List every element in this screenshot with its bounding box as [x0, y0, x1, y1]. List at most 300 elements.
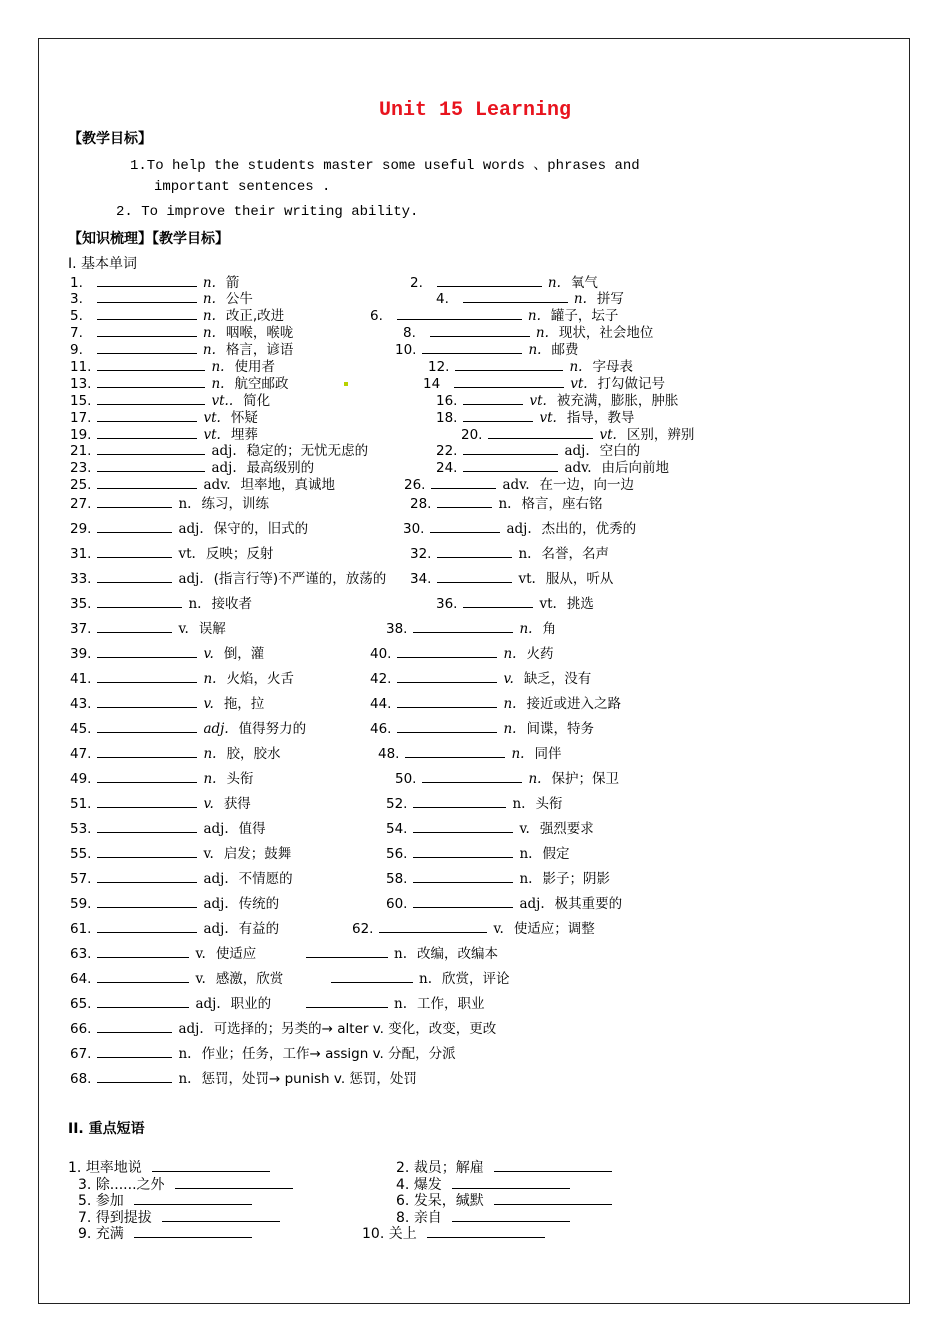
part-of-speech: n.	[178, 1046, 192, 1062]
item-number: 64.	[70, 971, 92, 987]
part-of-speech: adj.	[211, 443, 237, 459]
meaning: 服从，听从	[545, 571, 614, 587]
item-number: 56.	[386, 846, 408, 862]
word-item	[70, 746, 280, 762]
part-of-speech: adv.	[203, 477, 231, 493]
item-number: 8.	[403, 325, 416, 341]
item-number: 12.	[428, 359, 450, 375]
meaning: 惩罚，处罚→ punish v. 惩罚，处罚	[201, 1071, 417, 1087]
answer-blank[interactable]	[463, 443, 558, 455]
part-of-speech: n.	[569, 359, 583, 375]
part-of-speech: adj.	[203, 896, 229, 912]
answer-blank[interactable]	[494, 1193, 612, 1205]
meaning: 胶，胶水	[226, 746, 281, 762]
part-of-speech: n.	[178, 496, 192, 512]
part-of-speech: n.	[178, 1071, 192, 1087]
answer-blank[interactable]	[413, 896, 513, 908]
answer-blank[interactable]	[488, 427, 593, 439]
answer-blank[interactable]	[331, 971, 413, 983]
meaning: 罐子，坛子	[550, 308, 619, 324]
meaning: 邮费	[551, 342, 579, 358]
answer-blank[interactable]	[97, 846, 197, 858]
word-item	[70, 376, 288, 392]
section-key-phrases: II. 重点短语	[68, 1121, 145, 1137]
phrase-meaning: 坦率地说	[85, 1160, 142, 1176]
meaning: 火焰，火舌	[226, 671, 294, 687]
word-item	[70, 946, 256, 962]
part-of-speech: v.	[203, 796, 214, 812]
part-of-speech: n.	[203, 746, 217, 762]
answer-blank[interactable]	[97, 393, 205, 405]
answer-blank[interactable]	[306, 996, 388, 1008]
meaning: 启发；鼓舞	[223, 846, 292, 862]
answer-blank[interactable]	[97, 477, 197, 489]
meaning: 格言，谚语	[225, 342, 294, 358]
answer-blank[interactable]	[97, 746, 197, 758]
answer-blank[interactable]	[463, 291, 568, 303]
part-of-speech: adv.	[502, 477, 530, 493]
part-of-speech: n.	[511, 746, 525, 762]
item-number: 23.	[70, 460, 92, 476]
word-item	[70, 308, 284, 324]
part-of-speech: n.	[512, 796, 526, 812]
answer-blank[interactable]	[413, 846, 513, 858]
word-item	[328, 971, 510, 987]
part-of-speech: v.	[203, 846, 214, 862]
answer-blank[interactable]	[97, 721, 197, 733]
answer-blank[interactable]	[379, 921, 487, 933]
meaning: 值得努力的	[238, 721, 307, 737]
word-item	[386, 896, 622, 912]
meaning: 改编，改编本	[417, 946, 498, 962]
word-item	[428, 359, 633, 375]
meaning: 强烈要求	[539, 821, 594, 837]
item-number: 47.	[70, 746, 92, 762]
answer-blank[interactable]	[97, 646, 197, 658]
answer-blank[interactable]	[430, 325, 530, 337]
phrase-meaning: 参加	[95, 1193, 124, 1209]
meaning: 稳定的；无忧无虑的	[246, 443, 369, 459]
answer-blank[interactable]	[97, 1046, 172, 1058]
meaning: 工作，职业	[417, 996, 485, 1012]
meaning: 使适应	[215, 946, 257, 962]
part-of-speech: adj.	[178, 1021, 204, 1037]
part-of-speech: adj.	[506, 521, 532, 537]
word-item	[70, 427, 258, 443]
answer-blank[interactable]	[97, 427, 197, 439]
word-item	[70, 796, 251, 812]
meaning: 不情愿的	[238, 871, 293, 887]
meaning: 职业的	[230, 996, 272, 1012]
answer-blank[interactable]	[413, 871, 513, 883]
answer-blank[interactable]	[427, 1226, 545, 1238]
word-item	[423, 376, 665, 392]
meaning: 氧气	[570, 275, 598, 291]
answer-blank[interactable]	[422, 771, 522, 783]
answer-blank[interactable]	[494, 1160, 612, 1172]
answer-blank[interactable]	[437, 275, 542, 287]
answer-blank[interactable]	[97, 871, 197, 883]
part-of-speech: n.	[498, 496, 512, 512]
word-item	[386, 846, 569, 862]
item-number: 11.	[70, 359, 92, 375]
word-item	[70, 921, 279, 937]
word-item	[404, 477, 634, 493]
part-of-speech: n.	[419, 971, 432, 987]
answer-blank[interactable]	[397, 696, 497, 708]
part-of-speech: vt..	[211, 393, 234, 409]
part-of-speech: n.	[202, 342, 216, 358]
word-item	[370, 671, 591, 687]
part-of-speech: n.	[503, 696, 517, 712]
meaning: 感激，欣赏	[215, 971, 284, 987]
item-number: 7.	[78, 1210, 96, 1226]
item-number: 3.	[78, 1177, 96, 1193]
item-number: 20.	[461, 427, 483, 443]
meaning: 名誉，名声	[541, 546, 609, 562]
answer-blank[interactable]	[97, 291, 197, 303]
item-number: 52.	[386, 796, 408, 812]
answer-blank[interactable]	[413, 621, 513, 633]
part-of-speech: adj.	[178, 571, 204, 587]
item-number: 41.	[70, 671, 92, 687]
item-number: 46.	[370, 721, 392, 737]
answer-blank[interactable]	[437, 571, 512, 583]
item-number: 50.	[395, 771, 417, 787]
item-number: 62.	[352, 921, 374, 937]
answer-blank[interactable]	[430, 521, 500, 533]
part-of-speech: n.	[528, 342, 542, 358]
answer-blank[interactable]	[97, 946, 189, 958]
answer-blank[interactable]	[463, 596, 533, 608]
phrase-item	[78, 1223, 258, 1243]
answer-blank[interactable]	[97, 1071, 172, 1083]
meaning: 误解	[198, 621, 226, 637]
phrase-meaning: 充满	[95, 1226, 124, 1242]
meaning: 最高级别的	[246, 460, 315, 476]
answer-blank[interactable]	[97, 376, 205, 388]
section-basic-words: I. 基本单词	[68, 256, 138, 272]
item-number: 67.	[70, 1046, 92, 1062]
meaning: 区别，辨别	[626, 427, 695, 443]
answer-blank[interactable]	[463, 393, 523, 405]
item-number: 26.	[404, 477, 426, 493]
word-item	[70, 721, 306, 737]
item-number: 39.	[70, 646, 92, 662]
meaning: 公牛	[225, 291, 253, 307]
item-number: 5.	[78, 1193, 96, 1209]
item-number: 9.	[78, 1226, 96, 1242]
part-of-speech: n.	[211, 359, 225, 375]
word-item	[370, 696, 621, 712]
word-item	[70, 1071, 417, 1087]
word-item	[70, 325, 293, 341]
meaning: 火药	[526, 646, 554, 662]
part-of-speech: n.	[203, 771, 217, 787]
word-item	[70, 771, 253, 787]
part-of-speech: vt.	[539, 596, 557, 612]
teaching-goals-heading: 【教学目标】	[68, 131, 152, 147]
answer-blank[interactable]	[152, 1160, 270, 1172]
item-number: 35.	[70, 596, 92, 612]
item-number: 9.	[70, 342, 83, 358]
meaning: 倒，灌	[223, 646, 265, 662]
meaning: 可选择的；另类的→ alter v. 变化，改变，更改	[213, 1021, 497, 1037]
meaning: 改正,改进	[225, 308, 285, 324]
answer-blank[interactable]	[405, 746, 505, 758]
word-item	[303, 946, 498, 962]
item-number: 17.	[70, 410, 92, 426]
answer-blank[interactable]	[97, 571, 172, 583]
meaning: 保护；保卫	[551, 771, 619, 787]
meaning: 头衔	[535, 796, 563, 812]
word-item	[303, 996, 485, 1012]
answer-blank[interactable]	[97, 325, 197, 337]
meaning: 杰出的，优秀的	[541, 521, 637, 537]
answer-blank[interactable]	[306, 946, 388, 958]
word-item	[370, 308, 618, 324]
phrase-meaning: 裁员；解雇	[413, 1160, 484, 1176]
item-number: 63.	[70, 946, 92, 962]
word-item	[386, 621, 556, 637]
answer-blank[interactable]	[422, 342, 522, 354]
phrase-meaning: 得到提拔	[95, 1210, 152, 1226]
word-item	[70, 896, 279, 912]
word-item	[70, 546, 273, 562]
meaning: 怀疑	[230, 410, 258, 426]
phrase-item	[362, 1223, 551, 1243]
part-of-speech: adj.	[203, 721, 229, 737]
item-number: 21.	[70, 443, 92, 459]
phrase-meaning: 爆发	[413, 1177, 442, 1193]
word-item	[70, 521, 308, 537]
part-of-speech: vt.	[203, 427, 221, 443]
item-number: 19.	[70, 427, 92, 443]
answer-blank[interactable]	[97, 521, 172, 533]
phrase-meaning: 关上	[388, 1226, 417, 1242]
part-of-speech: v.	[203, 646, 214, 662]
item-number: 6.	[370, 308, 383, 324]
word-item	[410, 275, 598, 291]
part-of-speech: n.	[202, 275, 216, 291]
answer-blank[interactable]	[452, 1210, 570, 1222]
item-number: 54.	[386, 821, 408, 837]
answer-blank[interactable]	[97, 671, 197, 683]
part-of-speech: adj.	[178, 521, 204, 537]
answer-blank[interactable]	[134, 1193, 252, 1205]
answer-blank[interactable]	[397, 721, 497, 733]
part-of-speech: vt.	[203, 410, 221, 426]
meaning: 获得	[223, 796, 251, 812]
item-number: 60.	[386, 896, 408, 912]
item-number: 55.	[70, 846, 92, 862]
answer-blank[interactable]	[97, 971, 189, 983]
answer-blank[interactable]	[134, 1226, 252, 1238]
word-item	[70, 291, 253, 307]
word-item	[70, 1046, 456, 1062]
page-title: Unit 15 Learning	[378, 99, 572, 122]
meaning: 由后向前地	[601, 460, 669, 476]
part-of-speech: adj.	[211, 460, 237, 476]
answer-blank[interactable]	[97, 796, 197, 808]
item-number: 29.	[70, 521, 92, 537]
item-number: 68.	[70, 1071, 92, 1087]
meaning: 间谍，特务	[526, 721, 594, 737]
item-number: 58.	[386, 871, 408, 887]
item-number: 48.	[378, 746, 400, 762]
answer-blank[interactable]	[463, 410, 533, 422]
word-item	[70, 460, 314, 476]
item-number: 42.	[370, 671, 392, 687]
goal-2: 2. To improve their writing ability.	[116, 204, 419, 220]
item-number: 1.	[70, 275, 83, 291]
item-number: 59.	[70, 896, 92, 912]
meaning: 被充满，膨胀，肿胀	[556, 393, 679, 409]
answer-blank[interactable]	[97, 342, 197, 354]
answer-blank[interactable]	[162, 1210, 280, 1222]
item-number: 27.	[70, 496, 92, 512]
goal-1-cont: important sentences .	[154, 179, 331, 195]
item-number: 18.	[436, 410, 458, 426]
phrase-meaning: 发呆，缄默	[413, 1193, 484, 1209]
answer-blank[interactable]	[97, 308, 197, 320]
answer-blank[interactable]	[97, 1021, 172, 1033]
item-number: 10.	[362, 1226, 389, 1242]
item-number: 10.	[395, 342, 417, 358]
item-number: 30.	[403, 521, 425, 537]
meaning: 反映；反射	[205, 546, 274, 562]
answer-blank[interactable]	[97, 443, 205, 455]
item-number: 38.	[386, 621, 408, 637]
answer-blank[interactable]	[437, 546, 512, 558]
meaning: 打勾做记号	[597, 376, 666, 392]
part-of-speech: n.	[518, 546, 532, 562]
word-item	[436, 393, 678, 409]
meaning: 拖，拉	[223, 696, 265, 712]
word-item	[403, 325, 653, 341]
part-of-speech: n.	[519, 871, 533, 887]
answer-blank[interactable]	[437, 496, 492, 508]
answer-blank[interactable]	[397, 671, 497, 683]
answer-blank[interactable]	[97, 771, 197, 783]
item-number: 40.	[370, 646, 392, 662]
word-item	[403, 521, 636, 537]
part-of-speech: v.	[519, 821, 530, 837]
word-item	[370, 721, 594, 737]
item-number: 65.	[70, 996, 92, 1012]
answer-blank[interactable]	[97, 460, 205, 472]
part-of-speech: n.	[394, 946, 407, 962]
part-of-speech: n.	[211, 376, 225, 392]
part-of-speech: adj.	[203, 921, 229, 937]
answer-blank[interactable]	[97, 996, 189, 1008]
word-item	[70, 275, 239, 291]
answer-blank[interactable]	[463, 460, 558, 472]
item-number: 5.	[70, 308, 83, 324]
answer-blank[interactable]	[97, 275, 197, 287]
meaning: 埋葬	[230, 427, 258, 443]
word-item	[378, 746, 561, 762]
meaning: 航空邮政	[234, 376, 289, 392]
part-of-speech: n.	[547, 275, 561, 291]
answer-blank[interactable]	[97, 496, 172, 508]
phrase-meaning: 除......之外	[95, 1177, 165, 1193]
meaning: 简化	[243, 393, 271, 409]
answer-blank[interactable]	[97, 596, 182, 608]
word-item	[436, 596, 594, 612]
answer-blank[interactable]	[97, 359, 205, 371]
part-of-speech: n.	[503, 721, 517, 737]
item-number: 2.	[396, 1160, 414, 1176]
meaning: 字母表	[592, 359, 633, 375]
part-of-speech: adj.	[564, 443, 590, 459]
part-of-speech: adv.	[564, 460, 592, 476]
answer-blank[interactable]	[97, 410, 197, 422]
word-item	[70, 821, 266, 837]
word-item	[70, 1021, 496, 1037]
answer-blank[interactable]	[454, 376, 564, 388]
word-item	[70, 571, 386, 587]
item-number: 44.	[370, 696, 392, 712]
item-number: 31.	[70, 546, 92, 562]
answer-blank[interactable]	[397, 646, 497, 658]
item-number: 61.	[70, 921, 92, 937]
answer-blank[interactable]	[97, 696, 197, 708]
part-of-speech: adj.	[203, 821, 229, 837]
answer-blank[interactable]	[413, 821, 513, 833]
answer-blank[interactable]	[97, 896, 197, 908]
item-number: 53.	[70, 821, 92, 837]
item-number: 49.	[70, 771, 92, 787]
item-number: 37.	[70, 621, 92, 637]
part-of-speech: v.	[203, 696, 214, 712]
meaning: 角	[542, 621, 556, 637]
meaning: 拼写	[596, 291, 624, 307]
item-number: 1.	[68, 1160, 86, 1176]
part-of-speech: adj.	[203, 871, 229, 887]
part-of-speech: n.	[573, 291, 587, 307]
part-of-speech: v.	[493, 921, 504, 937]
meaning: 指导，教导	[566, 410, 635, 426]
answer-blank[interactable]	[455, 359, 563, 371]
word-item	[436, 443, 640, 459]
decorative-dot	[344, 382, 348, 386]
meaning: 接收者	[211, 596, 252, 612]
answer-blank[interactable]	[97, 621, 172, 633]
answer-blank[interactable]	[97, 546, 172, 558]
answer-blank[interactable]	[431, 477, 496, 489]
word-item	[70, 621, 226, 637]
answer-blank[interactable]	[97, 921, 197, 933]
meaning: 极其重要的	[554, 896, 623, 912]
word-item	[370, 646, 553, 662]
answer-blank[interactable]	[452, 1177, 570, 1189]
word-item	[386, 821, 594, 837]
answer-blank[interactable]	[397, 308, 522, 320]
answer-blank[interactable]	[175, 1177, 293, 1189]
meaning: 空白的	[599, 443, 641, 459]
answer-blank[interactable]	[413, 796, 506, 808]
part-of-speech: n.	[202, 325, 216, 341]
word-item	[436, 291, 624, 307]
part-of-speech: v.	[195, 971, 206, 987]
answer-blank[interactable]	[97, 821, 197, 833]
part-of-speech: v.	[178, 621, 189, 637]
item-number: 32.	[410, 546, 432, 562]
item-number: 34.	[410, 571, 432, 587]
word-item	[70, 646, 264, 662]
part-of-speech: vt.	[539, 410, 557, 426]
